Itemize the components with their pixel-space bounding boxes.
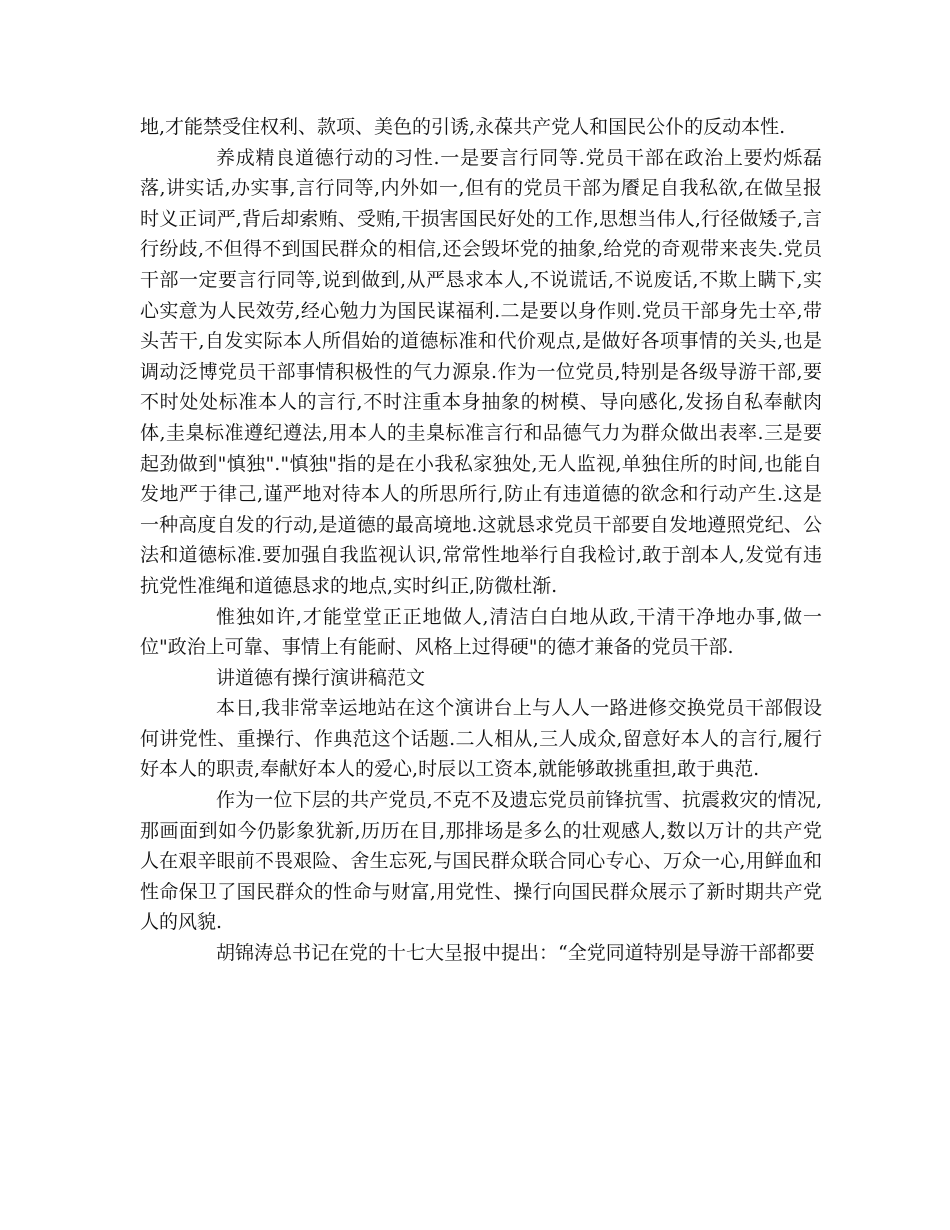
paragraph-moral-habits: 养成精良道德行动的习性.一是要言行同等.党员干部在政治上要灼烁磊落,讲实话,办实事,言行同等,内外如一,但有的党员干部为餍足自我私欲,在做呈报时义正词严,背后却索贿、受贿,干损害国民好处的工作,思想当伟人,行径做矮子,言行纷歧,不但得不到国民群众的相信,还会毁坏党的抽象,给党的奇观带来丧失.党员干部一定要言行同等,说到做到,从严恳求本人,不说谎话,不说废话,不欺上瞒下,实心实意为人民效劳,经心勉力为国民谋福利.二是要以身作则.党员干部身先士卒,带头苦干,自发实际本人所倡始的道德标准和代价观点,是做好各项事情的关头,也是调动泛博党员干部事情积极性的气力源泉.作为一位党员,特别是各级导游干部,要不时处处标准本人的言行,不时注重本身抽象的树模、导向感化,发扬自私奉献肉体,圭臬标准遵纪遵法,用本人的圭臬标准言行和品德气力为群众做出表率.三是要起劲做到"慎独"."慎独"指的是在小我私家独处,无人监视,单独住所的时间,也能自发地严于律己,谨严地对待本人的所思所行,防止有违道德的欲念和行动产生.这是一种高度自发的行动,是道德的最高境地.这就恳求党员干部要自发地遵照党纪、公法和道德标准.要加强自我监视认识,常常性地举行自我检讨,敢于剖本人,发觉有违抗党性准绳和道德恳求的地点,实时纠正,防微杜渐. (140, 146, 822, 597)
paragraph-continuation: 地,才能禁受住权利、款项、美色的引诱,永葆共产党人和国民公仆的反动本性. (140, 116, 786, 138)
paragraph-grassroots-member: 作为一位下层的共产党员,不克不及遗忘党员前锋抗雪、抗震救灾的情况,那画面到如今仍影象犹新,历历在目,那排场是多么的壮观感人,数以万计的共产党人在艰辛眼前不畏艰险、舍生忘死,与国民群众联合同心专心、万众一心,用鲜血和性命保卫了国民群众的性命与财富,用党性、操行向国民群众展示了新时期共产党人的风貌. (140, 789, 822, 934)
paragraph-report-quote: 胡锦涛总书记在党的十七大呈报中提出：“全党同道特别是导游干部都要 (216, 942, 815, 965)
paragraph-conclusion: 惟独如许,才能堂堂正正地做人,清洁白白地从政,干清干净地办事,做一位"政治上可靠、事情上有能耐、风格上过得硬"的德才兼备的党员干部. (140, 605, 822, 659)
paragraph-speech-opening: 本日,我非常幸运地站在这个演讲台上与人人一路进修交换党员干部假设何讲党性、重操行、作典范这个话题.二人相从,三人成众,留意好本人的言行,履行好本人的职责,奉献好本人的爱心,时辰以工资本,就能够敢挑重担,敢于典范. (140, 697, 822, 781)
section-title: 讲道德有操行演讲稿范文 (216, 666, 426, 689)
document-page (140, 112, 822, 969)
